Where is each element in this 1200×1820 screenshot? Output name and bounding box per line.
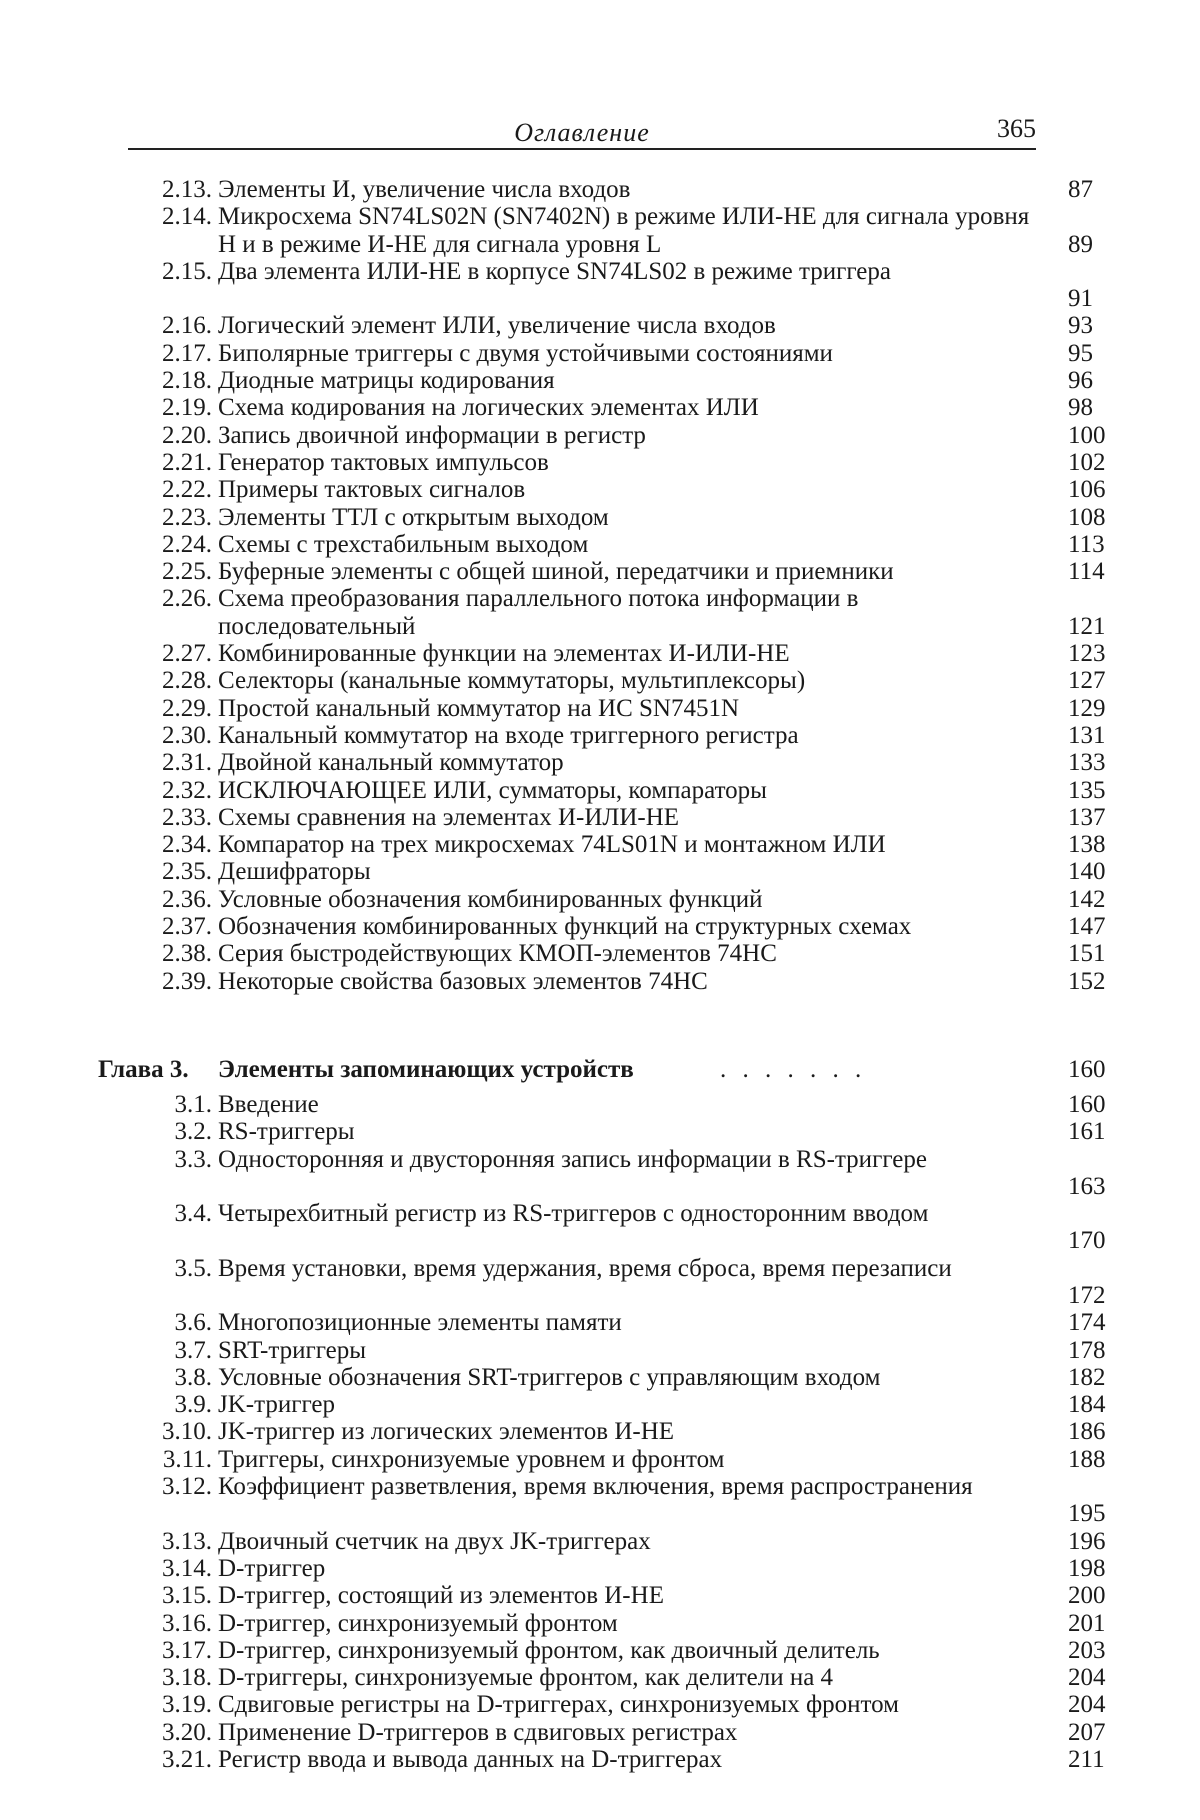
toc-entry (0, 1555, 1200, 1582)
section-title: D-триггер, состоящий из элементов И-НЕ (218, 1582, 664, 1610)
running-title: Оглавление (514, 118, 650, 147)
toc-entry (0, 1091, 1200, 1118)
section-number: 2.31. (162, 749, 212, 777)
section-page-ref: 142 (1068, 885, 1106, 913)
section-number: 3.17. (162, 1636, 212, 1664)
toc-entry (0, 258, 1200, 313)
section-number: 3.7. (174, 1336, 212, 1364)
section-page-ref: 182 (1068, 1363, 1106, 1391)
section-number: 2.36. (162, 885, 212, 913)
page-number: 365 (997, 114, 1036, 143)
toc-entry (0, 1473, 1200, 1528)
section-number: 2.26. (162, 585, 212, 613)
section-page-ref: 135 (1068, 776, 1106, 804)
section-number: 2.16. (162, 312, 212, 340)
section-page-ref: 127 (1068, 667, 1106, 695)
toc-entry (0, 449, 1200, 476)
section-title: Некоторые свойства базовых элементов 74НС (218, 967, 708, 995)
section-number: 2.15. (162, 257, 212, 285)
section-page-ref: 188 (1068, 1445, 1106, 1473)
section-number: 2.18. (162, 367, 212, 395)
section-number: 3.12. (162, 1473, 212, 1501)
section-title: Селекторы (канальные коммутаторы, мультиплексоры) (218, 667, 806, 695)
section-number: 2.38. (162, 940, 212, 968)
toc-entry (0, 1691, 1200, 1718)
chapter-3-heading (0, 1049, 1200, 1091)
section-number: 2.25. (162, 558, 212, 586)
section-number: 3.5. (174, 1254, 212, 1282)
section-number: 2.30. (162, 721, 212, 749)
section-page-ref: 95 (1068, 339, 1093, 367)
toc-entry (0, 422, 1200, 449)
toc-entry (0, 749, 1200, 776)
section-number: 3.9. (174, 1391, 212, 1419)
section-title: Элементы И, увеличение числа входов (218, 176, 631, 203)
section-page-ref: 160 (1068, 1090, 1106, 1118)
section-number: 2.32. (162, 776, 212, 804)
toc-entry (0, 1255, 1200, 1310)
section-page-ref: 96 (1068, 367, 1093, 395)
toc-entry (0, 1664, 1200, 1691)
section-number: 2.34. (162, 831, 212, 859)
section-number: 2.20. (162, 421, 212, 449)
section-title: Четырехбитный регистр из RS-триггеров с односторонним вводом (218, 1200, 929, 1228)
chapter-label: Глава 3. (98, 1055, 189, 1083)
toc-entry (0, 1309, 1200, 1336)
toc-entry (0, 531, 1200, 558)
section-page-ref: 207 (1068, 1718, 1106, 1746)
section-number: 2.28. (162, 667, 212, 695)
toc-entry (0, 1118, 1200, 1145)
running-header (128, 112, 1036, 150)
section-number: 2.27. (162, 640, 212, 668)
section-number: 3.6. (174, 1309, 212, 1337)
section-title: Многопозиционные элементы памяти (218, 1309, 622, 1337)
toc-entry (0, 1364, 1200, 1391)
section-title: Двоичный счетчик на двух JK-триггерах (218, 1527, 651, 1555)
toc-entry (0, 722, 1200, 749)
section-page-ref: 174 (1068, 1309, 1106, 1337)
section-title: Условные обозначения SRT-триггеров с управляющим входом (218, 1363, 881, 1391)
section-page-ref: 123 (1068, 640, 1106, 668)
section-page-ref: 200 (1068, 1582, 1106, 1610)
toc-entry (0, 394, 1200, 421)
section-page-ref: 186 (1068, 1418, 1106, 1446)
toc-entry (0, 1146, 1200, 1201)
section-page-ref: 163 (1068, 1172, 1106, 1200)
section-number: 3.11. (162, 1445, 212, 1473)
toc-entry (0, 940, 1200, 967)
toc-entry (0, 831, 1200, 858)
section-number: 2.22. (162, 476, 212, 504)
section-page-ref: 203 (1068, 1636, 1106, 1664)
section-page-ref: 198 (1068, 1554, 1106, 1582)
section-page-ref: 129 (1068, 694, 1106, 722)
section-title: RS-триггеры (218, 1118, 355, 1146)
section-number: 2.23. (162, 503, 212, 531)
section-title: Триггеры, синхронизуемые уровнем и фронтом (218, 1445, 725, 1473)
section-page-ref: 170 (1068, 1227, 1106, 1255)
toc-entry (0, 913, 1200, 940)
section-title: Коэффициент разветвления, время включения, время распространения (218, 1473, 973, 1501)
section-number: 3.3. (174, 1145, 212, 1173)
section-page-ref: 152 (1068, 967, 1106, 995)
section-number: 3.4. (174, 1200, 212, 1228)
section-page-ref: 91 (1068, 285, 1093, 313)
section-title: Биполярные триггеры с двумя устойчивыми состояниями (218, 339, 833, 367)
section-number: 2.33. (162, 803, 212, 831)
section-page-ref: 196 (1068, 1527, 1106, 1555)
section-page-ref: 184 (1068, 1391, 1106, 1419)
section-page-ref: 113 (1068, 530, 1105, 558)
toc-entry (0, 1418, 1200, 1445)
section-page-ref: 178 (1068, 1336, 1106, 1364)
toc-entry (0, 1746, 1200, 1773)
section-title: Односторонняя и двусторонняя запись информации в RS-триггере (218, 1145, 927, 1173)
toc-entry (0, 504, 1200, 531)
toc-entry (0, 312, 1200, 339)
section-number: 2.17. (162, 339, 212, 367)
section-title: D-триггеры, синхронизуемые фронтом, как делители на 4 (218, 1664, 834, 1692)
section-title: Логический элемент ИЛИ, увеличение числа входов (218, 312, 776, 340)
section-number: 3.10. (162, 1418, 212, 1446)
section-title: Применение D-триггеров в сдвиговых регистрах (218, 1718, 738, 1746)
section-number: 3.21. (162, 1746, 212, 1774)
section-page-ref: 147 (1068, 913, 1106, 941)
section-number: 2.24. (162, 530, 212, 558)
toc-entry (0, 1337, 1200, 1364)
section-title: Обозначения комбинированных функций на структурных схемах (218, 913, 912, 941)
section-page-ref: 98 (1068, 394, 1093, 422)
section-page-ref: 106 (1068, 476, 1106, 504)
section-number: 2.13. (162, 176, 212, 203)
section-page-ref: 133 (1068, 749, 1106, 777)
section-title: Канальный коммутатор на входе триггерного регистра (218, 721, 799, 749)
toc-entry (0, 340, 1200, 367)
section-page-ref: 151 (1068, 940, 1106, 968)
section-title: Регистр ввода и вывода данных на D-триггерах (218, 1746, 723, 1774)
chapter-page-ref: 160 (1068, 1055, 1106, 1083)
toc-entry (0, 1582, 1200, 1609)
section-title: Двойной канальный коммутатор (218, 749, 564, 777)
section-title: Буферные элементы с общей шиной, передатчики и приемники (218, 558, 894, 586)
toc-entry (0, 176, 1200, 203)
section-page-ref: 89 (1068, 230, 1093, 258)
section-title: JK-триггер (218, 1391, 335, 1419)
toc-entry (0, 1391, 1200, 1418)
section-title: Сдвиговые регистры на D-триггерах, синхронизуемых фронтом (218, 1691, 899, 1719)
section-page-ref: 201 (1068, 1609, 1106, 1637)
section-page-ref: 102 (1068, 448, 1106, 476)
toc-entry (0, 1200, 1200, 1255)
toc-entry (0, 777, 1200, 804)
section-page-ref: 138 (1068, 831, 1106, 859)
section-title: SRT-триггеры (218, 1336, 367, 1364)
table-of-contents (0, 176, 1200, 1773)
section-page-ref: 131 (1068, 721, 1106, 749)
section-title: JK-триггер из логических элементов И-НЕ (218, 1418, 675, 1446)
toc-entry (0, 695, 1200, 722)
section-page-ref: 137 (1068, 803, 1106, 831)
section-number: 3.2. (174, 1118, 212, 1146)
section-title: Схема преобразования параллельного потока информации в последовательный (218, 585, 859, 640)
section-title: D-триггер (218, 1554, 326, 1582)
section-title: D-триггер, синхронизуемый фронтом, как двоичный делитель (218, 1636, 880, 1664)
section-title: Генератор тактовых импульсов (218, 448, 549, 476)
section-number: 2.35. (162, 858, 212, 886)
section-page-ref: 93 (1068, 312, 1093, 340)
section-title: Время установки, время удержания, время сброса, время перезаписи (218, 1254, 952, 1282)
toc-entry (0, 1637, 1200, 1664)
chapter-3-sections (0, 1091, 1200, 1773)
section-title: Диодные матрицы кодирования (218, 367, 555, 395)
section-number: 3.20. (162, 1718, 212, 1746)
toc-entry (0, 203, 1200, 258)
section-title: Примеры тактовых сигналов (218, 476, 526, 504)
section-title: Схема кодирования на логических элементах ИЛИ (218, 394, 759, 422)
section-number: 2.14. (162, 203, 212, 231)
toc-entry (0, 585, 1200, 640)
section-title: Элементы ТТЛ с открытым выходом (218, 503, 609, 531)
toc-entry (0, 1610, 1200, 1637)
section-number: 2.21. (162, 448, 212, 476)
toc-entry (0, 1528, 1200, 1555)
toc-entry (0, 968, 1200, 995)
section-title: Микросхема SN74LS02N (SN7402N) в режиме ИЛИ-НЕ для сигнала уровня H и в режиме И-НЕ для сигнала уровня L (218, 203, 1030, 258)
section-number: 3.1. (174, 1090, 212, 1118)
section-page-ref: 100 (1068, 421, 1106, 449)
section-number: 3.19. (162, 1691, 212, 1719)
section-page-ref: 211 (1068, 1746, 1105, 1774)
section-title: Компаратор на трех микросхемах 74LS01N и монтажном ИЛИ (218, 831, 886, 859)
section-title: Два элемента ИЛИ-НЕ в корпусе SN74LS02 в режиме триггера (218, 257, 891, 285)
toc-entry (0, 558, 1200, 585)
section-number: 2.37. (162, 913, 212, 941)
section-page-ref: 195 (1068, 1500, 1106, 1528)
section-title: Условные обозначения комбинированных функций (218, 885, 763, 913)
section-title: Запись двоичной информации в регистр (218, 421, 646, 449)
section-number: 3.15. (162, 1582, 212, 1610)
section-page-ref: 114 (1068, 558, 1105, 586)
section-number: 3.13. (162, 1527, 212, 1555)
section-page-ref: 108 (1068, 503, 1106, 531)
section-title: Серия быстродействующих КМОП-элементов 74НС (218, 940, 777, 968)
section-title: Схемы сравнения на элементах И-ИЛИ-НЕ (218, 803, 680, 831)
section-page-ref: 121 (1068, 612, 1106, 640)
toc-entry (0, 367, 1200, 394)
section-page-ref: 204 (1068, 1664, 1106, 1692)
section-number: 3.16. (162, 1609, 212, 1637)
section-page-ref: 172 (1068, 1281, 1106, 1309)
section-page-ref: 204 (1068, 1691, 1106, 1719)
leader-dots: . . . . . . . (720, 1055, 867, 1083)
toc-entry (0, 640, 1200, 667)
section-number: 3.14. (162, 1554, 212, 1582)
toc-entry (0, 667, 1200, 694)
section-title: Простой канальный коммутатор на ИС SN7451N (218, 694, 740, 722)
toc-entry (0, 886, 1200, 913)
section-page-ref: 87 (1068, 176, 1093, 203)
section-number: 2.39. (162, 967, 212, 995)
section-title: Схемы с трехстабильным выходом (218, 530, 589, 558)
section-page-ref: 140 (1068, 858, 1106, 886)
section-number: 2.19. (162, 394, 212, 422)
section-title: Введение (218, 1090, 319, 1118)
section-number: 3.8. (174, 1363, 212, 1391)
section-page-ref: 161 (1068, 1118, 1106, 1146)
toc-entry (0, 1446, 1200, 1473)
section-title: Дешифраторы (218, 858, 371, 886)
section-number: 2.29. (162, 694, 212, 722)
chapter-2-sections (0, 176, 1200, 995)
section-title: ИСКЛЮЧАЮЩЕЕ ИЛИ, сумматоры, компараторы (218, 776, 767, 804)
toc-entry (0, 476, 1200, 503)
toc-entry (0, 858, 1200, 885)
section-number: 3.18. (162, 1664, 212, 1692)
toc-entry (0, 804, 1200, 831)
chapter-title: Элементы запоминающих устройств (218, 1055, 634, 1083)
section-title: D-триггер, синхронизуемый фронтом (218, 1609, 618, 1637)
toc-entry (0, 1719, 1200, 1746)
section-title: Комбинированные функции на элементах И-ИЛИ-НЕ (218, 640, 790, 668)
